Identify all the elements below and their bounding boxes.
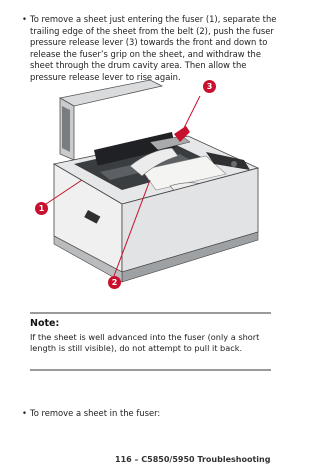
instruction-text-2: To remove a sheet in the fuser: xyxy=(30,408,161,418)
callout-belt: 2 xyxy=(108,276,121,289)
note-top-rule xyxy=(30,312,271,314)
instruction-paragraph-1 xyxy=(22,14,280,84)
instruction-text-1: To remove a sheet just entering the fuser (1), separate the trailing edge of the sheet from the belt (2), push the fuser pressure release lever (3) towards the front and down to release the fuser’s grip on the sheet, and withdraw the sheet through the drum cavity area. Then allow the pressure release lever to rise again. xyxy=(30,14,277,82)
bullet-marker: • xyxy=(22,14,27,24)
page-footer: 116 – C5850/5950 Troubleshooting xyxy=(115,455,271,464)
instruction-paragraph-2 xyxy=(22,408,270,419)
note-bottom-rule xyxy=(30,369,271,371)
callout-fuser: 1 xyxy=(35,202,48,215)
printer-drawing xyxy=(30,76,280,298)
printer-fuser-illustration xyxy=(30,76,280,298)
note-body: If the sheet is well advanced into the fuser (only a short length is still visible), do not attempt to pull it back. xyxy=(30,332,260,354)
note-title: Note: xyxy=(30,318,60,329)
bullet-marker-2: • xyxy=(22,408,27,418)
callout-release-lever: 3 xyxy=(203,80,216,93)
